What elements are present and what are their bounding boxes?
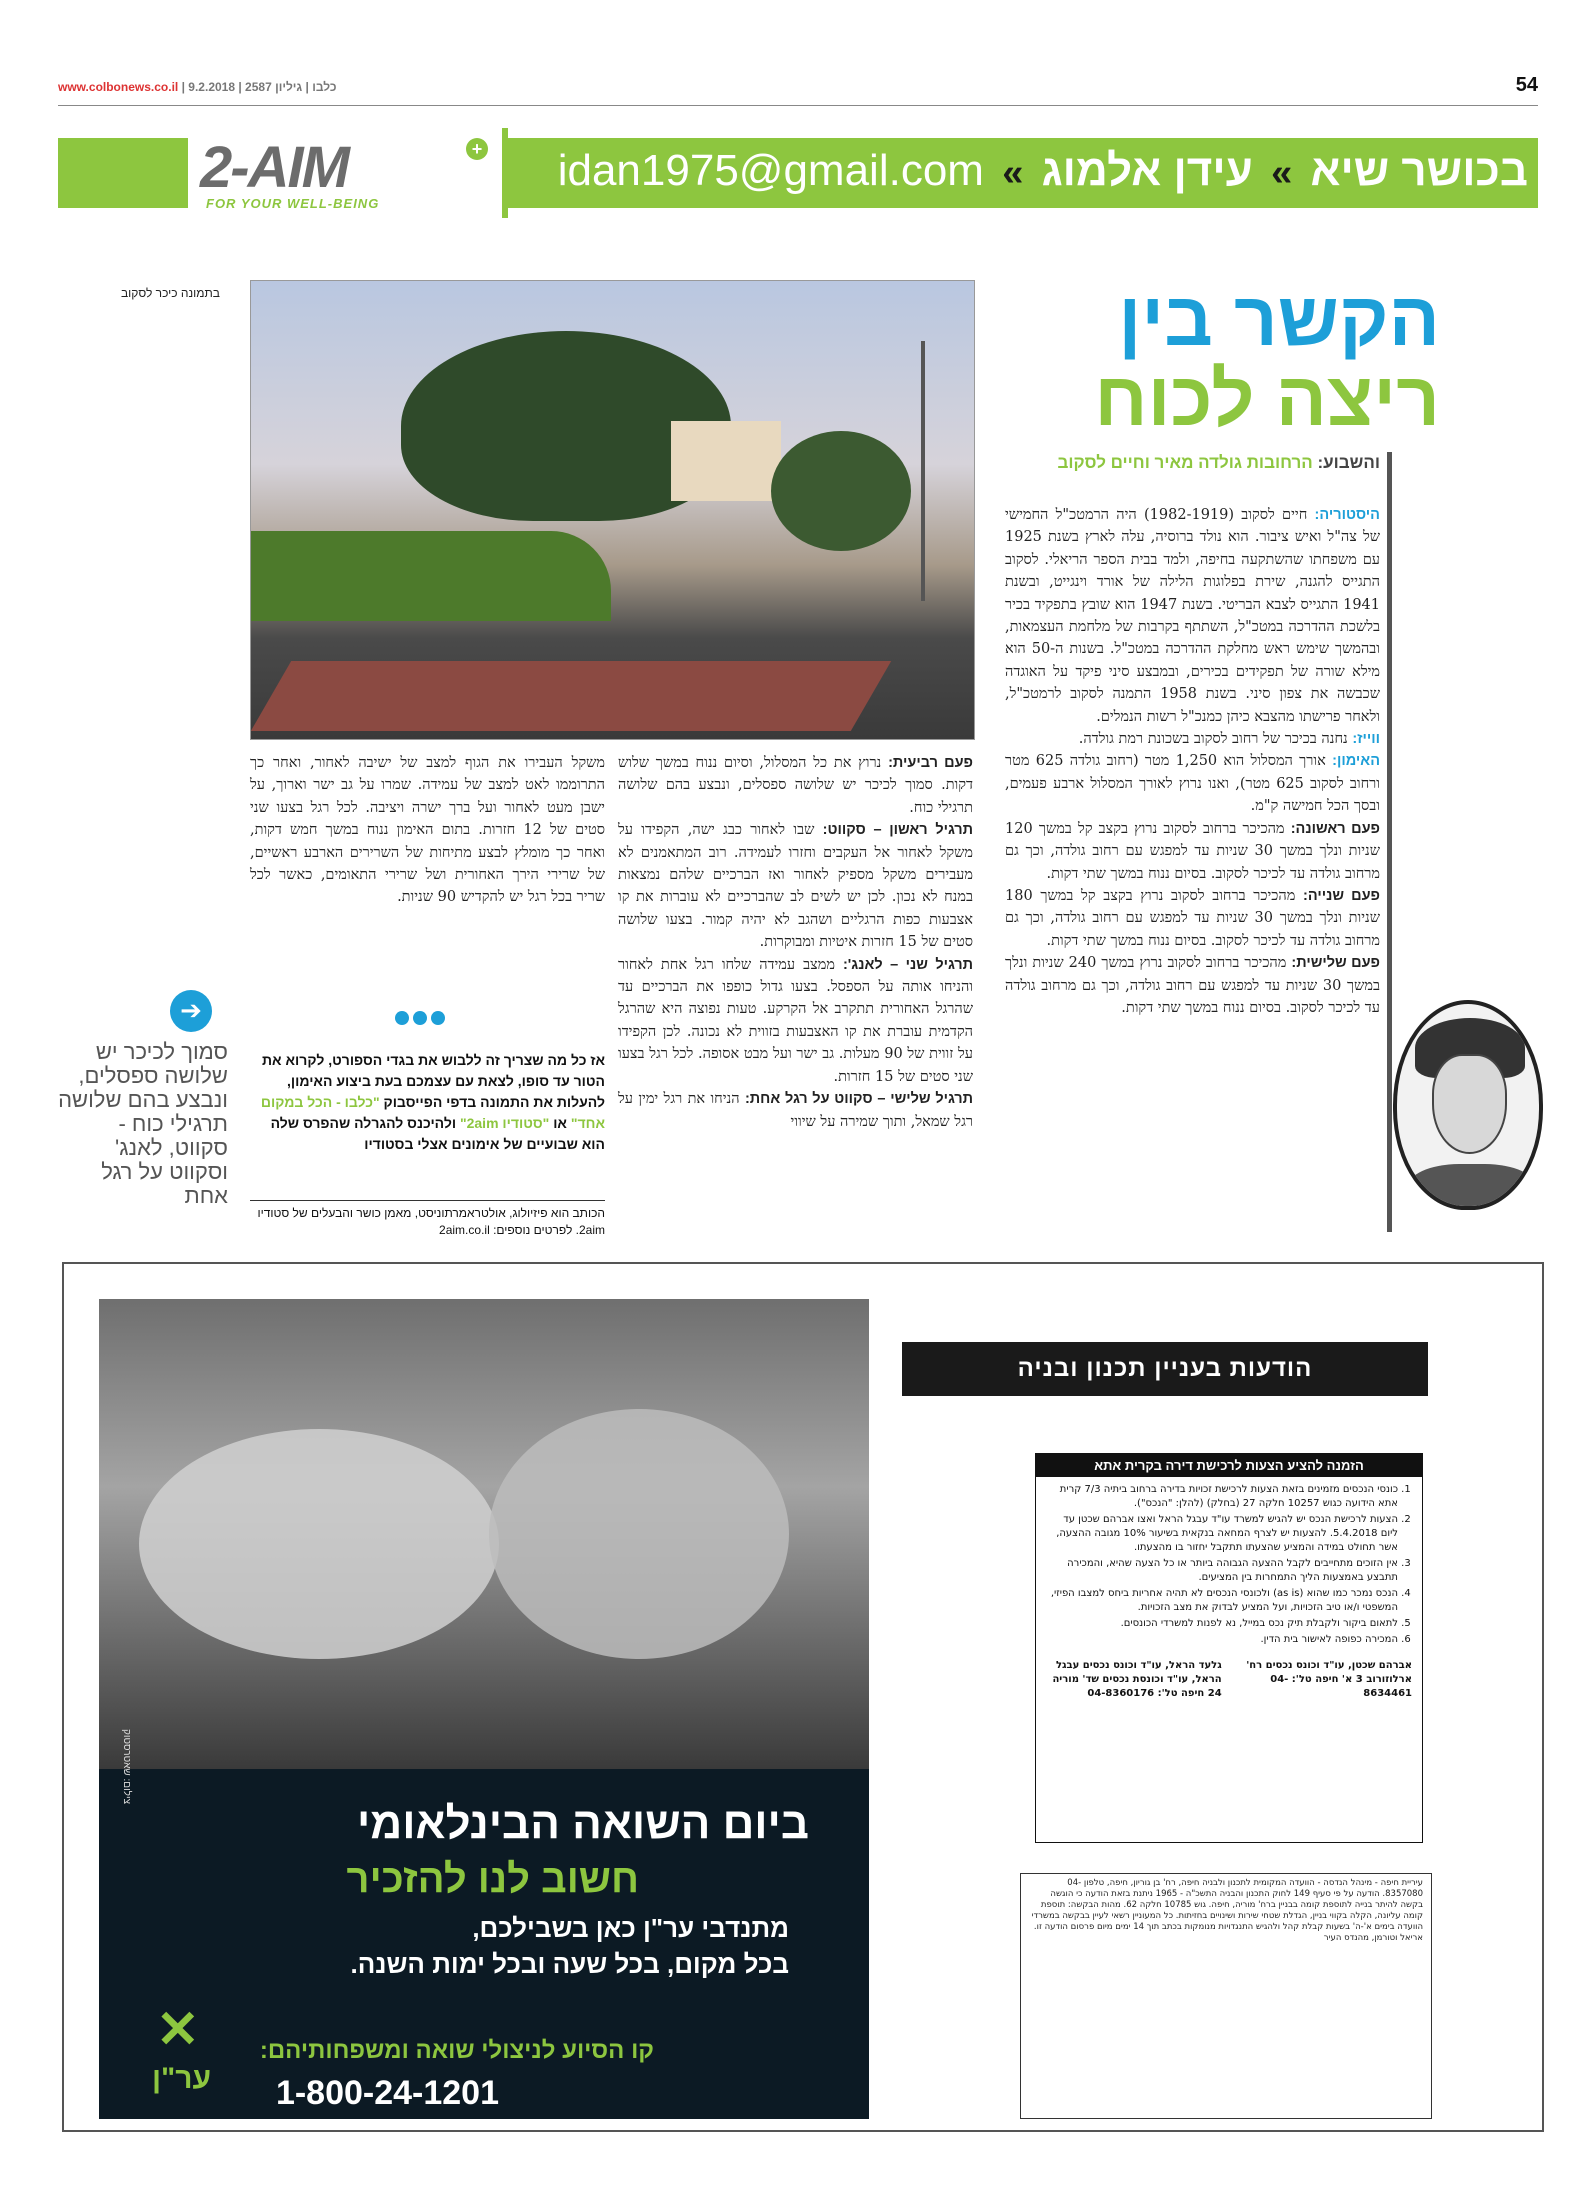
list-item: 1. כונסי הנכסים מזמינים בזאת הצעות לרכישת זכויות בדירה ברחוב ביתיה 7/3 קרית אתא הידועה כגוש 10257 חלקה 27 (בחלק) (להלן: "הנכס"). — [1044, 1483, 1398, 1511]
chevron-icon: » — [1002, 152, 1024, 194]
paragraph: משקל העבירו את הגוף למצב של ישיבה לאחור, ואחר כך התרוממו לאט למצב של עמידה. שמרו על גב ישר וארוך, על ישבן מעט לאחור ועל ברך ישרה ויציבה. לכל רגל בצעו שני סטים של 12 חזרות. בתום האימון ננוח במשך חמש דקות, ואחר כך מומלץ לבצע מתיחות של השרירים הארבע ראשיים, של שרירי הירך האחורית ושל שרירי התאומים, כאשר לכל שריר בכל רגל יש להקדיש 90 שניות. — [250, 755, 605, 906]
article-photo — [250, 280, 975, 740]
closing-call-to-action: אז כל מה שצריך זה ללבוש את בגדי הספורט, לקרוא את הטור עד סופו, לצאת עם עצמכם בעת ביצוע האימון, להעלות את התמונה בדפי הפייסבוק "כלבו - הכל במקום אחד" או "סטודיו 2aim" ולהיכנס להגרלה שהפרס שלה הוא שבועיים של אימונים אצלי בסטודיו — [260, 1052, 605, 1152]
paragraph: פעם שלישית: מהכיכר ברחוב לסקוב נרוץ במשך 240 שניות ונלך במשך 30 שניות עד למפגש עם רחוב גולדה, וכך גם מרחוב גולדה עד לכיכר לסקוב. בסיום ננוח במשך שתי דקות. — [1005, 955, 1380, 1016]
paragraph: תרגיל שני – לאנג': ממצב עמידה שלחו רגל אחת לאחור והניחו אותה על הספסל. בצעו גדול כופפו את הברכיים עד שהרגל האחורית תתקרב אל הקרקע. טעות נפוצה היא שהרגל הקדמית עוברת את קו האצבעות בזווית לא נכונה. לכן הקפידו על זווית של 90 מעלות. גב ישר ועל מבט אסופה. לכל רגל בצעו שני סטים של 15 חזרות. — [618, 956, 974, 1085]
portrait-shirt — [1407, 1164, 1537, 1210]
paragraph: תרגיל ראשון – סקווט: שבו לאחור כבג ישה, הקפידו על משקל לאחור אל העקבים וחזרו לעמידה. רוב המתאמנים לא מעבירים משקל מספיק לאחור ואז הברכיים שלהם נמצאות במנח לא נכון. לכן יש לשים לב שהברכיים לא עוברות את קו אצבעות כפות הרגליים ושהגב לא יהיה קמור. בצעו שלושה סטים של 15 חזרות איטיות ומבוקרות. — [618, 822, 974, 951]
headline-line2: ריצה לכוח — [1094, 357, 1440, 442]
ad-title: ביום השואה הבינלאומי — [357, 1799, 809, 1848]
article-column-3 — [250, 752, 605, 909]
ad-line1: מתנדבי ער"ן כאן בשבילכם, — [472, 1913, 789, 1943]
hotline-phone[interactable]: 1-800-24-1201 — [275, 2074, 499, 2112]
article-column-2 — [618, 752, 973, 1133]
column-divider — [1387, 452, 1392, 1232]
logo-text: 2-AIM — [200, 135, 348, 200]
sidebar-tip: סמוך לכיכר יש שלושה ספסלים, ונבצע בהם שלושה תרגילי כוח - סקווט, לאנג' וסקווט על רגל אחת — [58, 1039, 228, 1208]
signer-left: גלעד הראל, עו"ד וכונס נכסים עבגל הראל, עו"ד וכונסת נכסים שד' מוריה 24 חיפה טל': 04-8360176 — [1052, 1660, 1222, 1699]
headline — [1000, 277, 1440, 442]
headline-line1: הקשר בין — [1118, 277, 1440, 362]
facebook-page-1[interactable]: "כלבו - הכל במקום אחד" — [260, 1094, 605, 1131]
ad-line2: בכל מקום, בכל שעה ובכל ימות השנה. — [350, 1949, 789, 1979]
eran-logo-name: ער"ן — [152, 2062, 212, 2095]
dot-icon — [431, 1011, 445, 1025]
issue-info: | כלבו | גיליון 2587 | 9.2.2018 — [181, 80, 337, 94]
list-item: 3. אין הזוכים מתחייבים לקבל ההצעה הגבוהה ביותר או כל הצעה שהיא, והמכירה תתבצע באמצעות הליך התמחרות בין המציעים. — [1044, 1557, 1398, 1585]
photo-lamppost — [921, 341, 925, 601]
photo-building — [671, 421, 781, 501]
list-item: 2. הצעות לרכישת הנכס יש להגיש למשרד עו"ד עבגל הראל ואצו אברהם שכטן עד ליום 5.4.2018. להצעות יש לצרף המחאה בנקאית בשיעור 10% מגובה ההצעה, אשר תחולט במידה והמציע שהצעתו תתקבל יחזור בו מהצעתו. — [1044, 1513, 1398, 1555]
page-header — [58, 74, 1538, 106]
photo-roundabout — [251, 531, 611, 621]
paragraph: תרגיל שלישי – סקווט על רגל אחת: הניחו את רגל ימין על רגל שמאל, ותוך שמירה על שיווי — [618, 1091, 973, 1130]
arrow-right-icon: ➔ — [170, 990, 212, 1032]
paragraph: פעם שנייה: מהכיכר ברחוב לסקוב נרוץ בקצב קל במשך 180 שניות ונלך במשך 30 שניות עד למפגש עם רחוב גולדה, וכך גם מרחוב גולדה עד לכיכר לסקוב. בסיום ננוח במשך שתי דקות. — [1005, 887, 1381, 949]
tender-title: הזמנה להציע הצעות לרכישת דירה בקרית אתא — [1036, 1454, 1422, 1477]
ad-photo-hands — [489, 1409, 789, 1659]
photo-curb — [251, 661, 891, 731]
building-permit-notice: עיריית חיפה - מינהל הנדסה - הוועדה המקומית לתכנון ולבניה חיפה, רח' בן גוריון, חיפה, טלפון 04-8357080. הודעה על פי סעיף 149 לחוק התכנון והבניה התשכ"ה - 1965 ניתנת בזאת הודעה כי הוגשה בקשה להיתר בנייה לתוספת קומה בבניין ברח' מוריה, חיפה. גוש 10785 חלקה 62. מהות הבקשה: תוספת קומה עליונה, הקלה בקווי בניין, הגדלת שטחי שירות ושינויים בחזיתות. כל המעוניין רשאי לעיין בבקשה במשרדי הוועדה בימים א'-ה' בשעות קבלת קהל ולהגיש התנגדויות מנומקות בכתב תוך 14 ימים מיום פרסום הודעה זו. אריאל וטורמן, מהנדס העיר — [1020, 1873, 1432, 2119]
section-dots — [395, 1010, 449, 1029]
signer-right: אברהם שכטן, עו"ד וכונס נכסים רח' ארלוזורוב 3 א' חיפה טל': 04-8634461 — [1246, 1660, 1412, 1699]
this-week-value: הרחובות גולדה מאיר וחיים לסקוב — [1057, 453, 1313, 472]
column-title — [558, 146, 1528, 196]
article-column-1 — [1005, 504, 1380, 1019]
column-band — [58, 128, 1538, 218]
author-portrait — [1393, 1000, 1543, 1210]
photo-credit: בתמונה כיכר לסקוב — [120, 286, 220, 300]
list-item: 5. לתאום ביקור ולקבלת תיק נכס במייל, נא לפנות למשרדי הכונסים. — [1044, 1617, 1398, 1631]
holocaust-remembrance-ad — [99, 1299, 869, 2119]
issue-meta — [58, 80, 337, 94]
site-url[interactable]: www.colbonews.co.il — [58, 80, 179, 94]
dot-icon — [395, 1011, 409, 1025]
author-email[interactable]: idan1975@gmail.com — [557, 146, 984, 195]
author-name: עידן אלמוג — [1041, 146, 1253, 195]
ad-photo-credit: צילום: שאטרסטוק — [121, 1729, 132, 1805]
paragraph: היסטוריה: חיים לסקוב (1982-1919) היה הרמטכ"ל החמישי של צה"ל ואיש ציבור. הוא נולד ברוסיה, עלה לארץ בשנת 1925 עם משפחתו שהשתקעה בחיפה, ולמד בבית הספר הריאלי. לסקוב התגייס להגנה, שירת בפלוגות הלילה של אורד וינגייט, ובשנת 1941 התגייס לצבא הבריטי. בשנת 1947 הוא שובץ בתפקיד בכיר בלשכת ההדרכה במטכ"ל, השתתף בקרבות של מלחמת העצמאות, ובהמשך שימש ראש מחלקת ההדרכה במטכ"ל. בשנות ה-50 הוא מילא שורה של תפקידים בכירים, ובמבצע סיני פיקד על האוגדה שכבשה את צפון סיני. בשנת 1958 התמנה לסקוב לרמטכ"ל, ולאחר פרישתו מהצבא כיהן כמנכ"ל רשות הנמלים. — [1005, 507, 1381, 725]
apartment-tender-notice — [1035, 1453, 1423, 1843]
chevron-icon: » — [1271, 152, 1293, 194]
logo-tagline: FOR YOUR WELL-BEING — [206, 196, 380, 211]
tender-signatures — [1036, 1653, 1422, 1707]
ad-photo-hands — [139, 1429, 499, 1659]
facebook-page-2[interactable]: "סטודיו 2aim" — [459, 1115, 550, 1131]
list-item: 4. הנכס נמכר כמו שהוא (as is) ולכונסי הנכסים לא תהיה אחריות ביחס למצבו הפיזי, המשפטי ו/או טיב הזכויות, ועל המציע לבדוק את מצב הזכויות. — [1044, 1587, 1398, 1615]
paragraph: פעם ראשונה: מהכיכר ברחוב לסקוב נרוץ בקצב קל במשך 120 שניות ונלך במשך 30 שניות עד למפגש עם רחוב גולדה, וכך גם מרחוב גולדה עד לכיכר לסקוב. בסיום ננוח במשך שתי דקות. — [1005, 820, 1381, 882]
column-logo — [188, 128, 508, 218]
list-item: 6. המכירה כפופה לאישור בית הדין. — [1044, 1633, 1398, 1647]
planning-notices-banner: הודעות בעניין תכנון ובניה — [902, 1342, 1428, 1396]
paragraph: פעם רביעית: נרוץ את כל המסלול, וסיום ננוח במשך שלוש דקות. סמוך לכיכר יש שלושה ספסלים, ונבצע בהם שלושה תרגילי כוח. — [618, 755, 973, 816]
dot-icon — [413, 1011, 427, 1025]
column-name: בכושר שיא — [1310, 146, 1528, 195]
paragraph: ווייז: נחנה בכיכר של רחוב לסקוב בשכונת רמת גולדה. — [1078, 731, 1380, 748]
ad-subtitle: חשוב לנו להזכיר — [346, 1857, 639, 1901]
page-number: 54 — [1515, 74, 1538, 96]
this-week-lead — [1000, 452, 1380, 474]
tender-items — [1036, 1477, 1422, 1653]
eran-logo-icon: ✕ — [156, 2001, 200, 2059]
eran-logo — [144, 2001, 234, 2104]
hotline-label: קו הסיוע לניצולי שואה ומשפחותיהם: — [259, 2037, 654, 2064]
this-week-label: והשבוע: — [1317, 453, 1380, 472]
photo-tree — [771, 431, 911, 551]
paragraph: האימון: אורך המסלול הוא 1,250 מטר (רחוב גולדה 625 מטר ורחוב לסקוב 625 מטר), ואנו נרוץ לאורך המסלול ארבע פעמים, ובסך הכל חמישה ק"מ. — [1005, 753, 1380, 815]
author-footnote: הכותב הוא פיזיולוג, אולטראמרתוניסט, מאמן כושר והבעלים של סטודיו 2aim. לפרטים נוספים: 2aim.co.il — [250, 1200, 605, 1239]
plus-icon: + — [466, 138, 488, 160]
portrait-face — [1432, 1054, 1507, 1154]
